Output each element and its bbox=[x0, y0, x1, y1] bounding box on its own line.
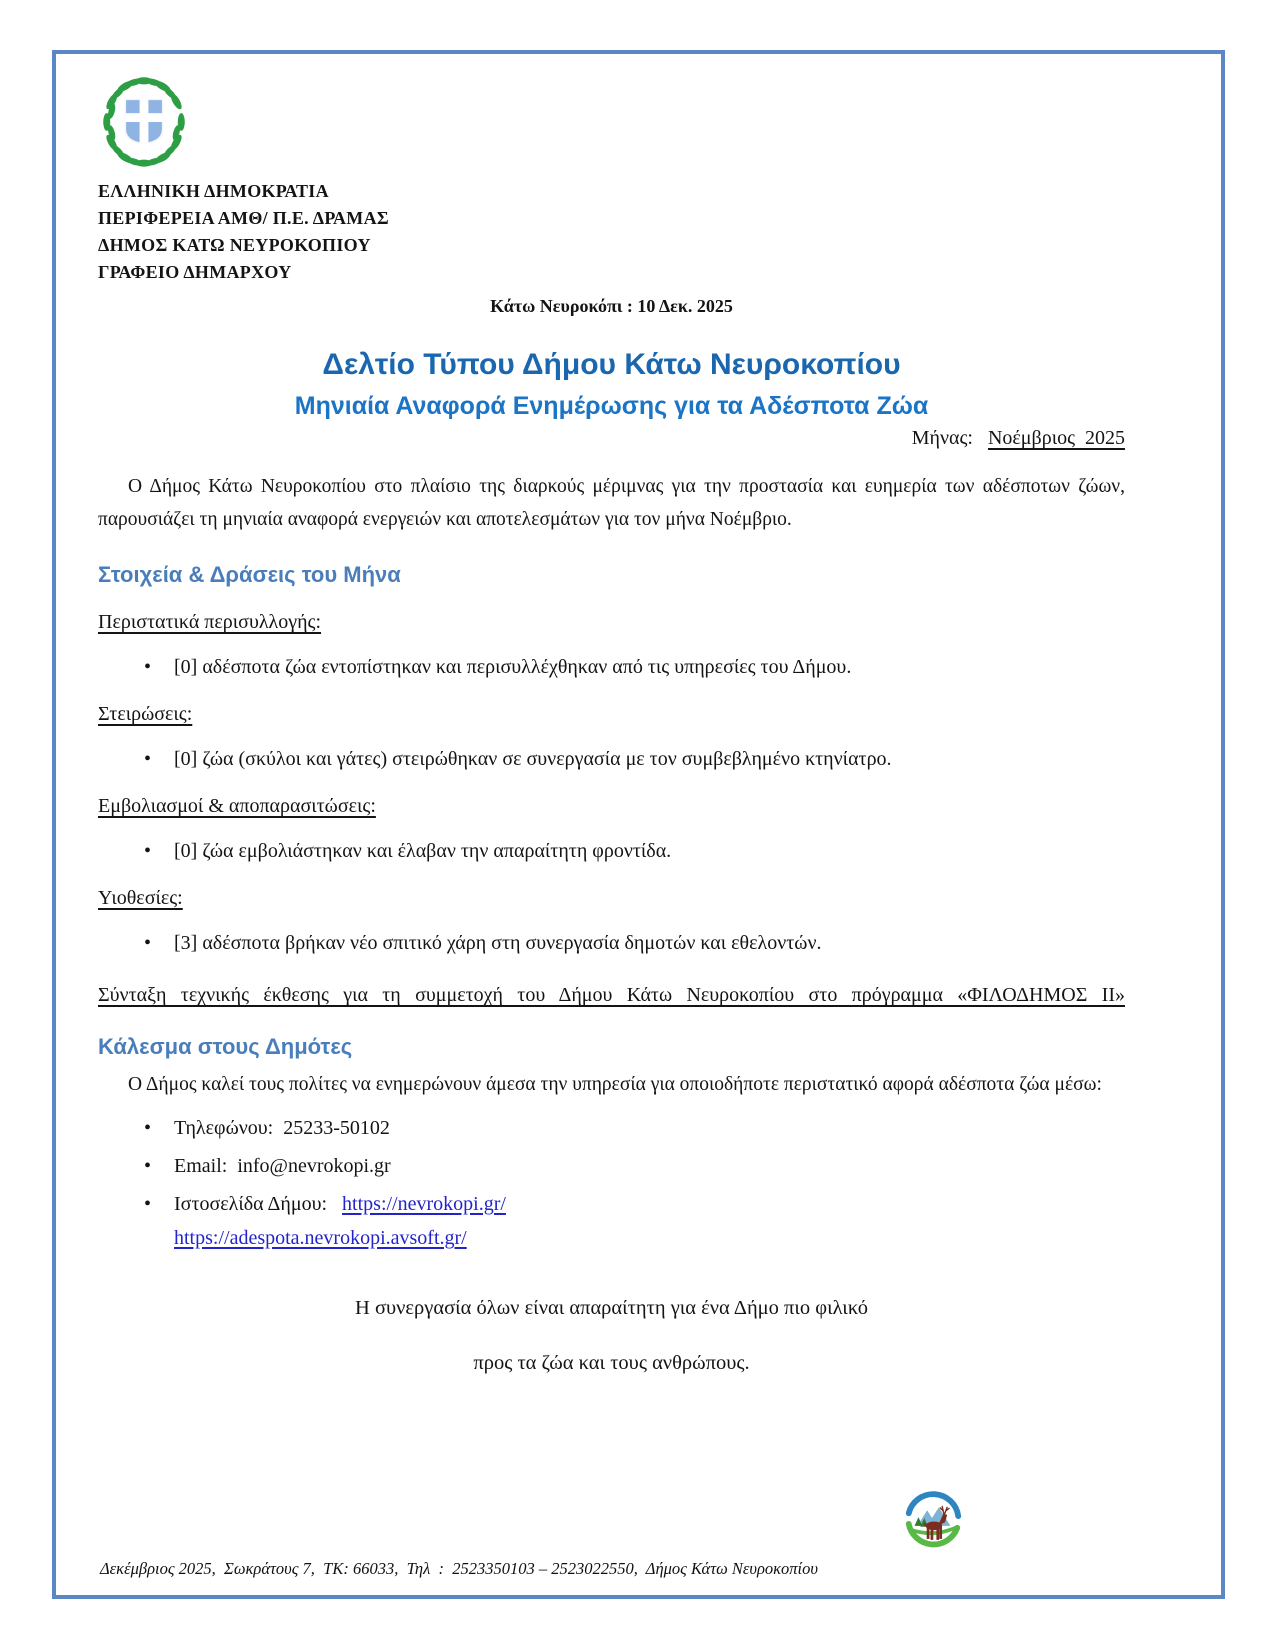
subsection-label-vaccinations: Εμβολιασμοί & αποπαρασιτώσεις: bbox=[98, 795, 376, 817]
org-line-office: ΓΡΑΦΕΙΟ ΔΗΜΑΡΧΟΥ bbox=[98, 262, 292, 282]
bullet-icon bbox=[144, 838, 151, 864]
phone-value: 25233-50102 bbox=[283, 1117, 390, 1139]
bullet-icon bbox=[144, 1153, 151, 1179]
month-line bbox=[98, 427, 1125, 450]
website-link-adespota[interactable]: https://adespota.nevrokopi.avsoft.gr/ bbox=[174, 1227, 467, 1249]
email-value: info@nevrokopi.gr bbox=[237, 1155, 391, 1177]
closing-line-1: Η συνεργασία όλων είναι απαραίτητη για ένα Δήμο πιο φιλικό bbox=[355, 1297, 868, 1319]
website-label: Ιστοσελίδα Δήμου: bbox=[174, 1193, 328, 1215]
org-line-region: ΠΕΡΙΦΕΡΕΙΑ ΑΜΘ/ Π.Ε. ΔΡΑΜΑΣ bbox=[98, 208, 389, 228]
month-label: Μήνας: bbox=[911, 427, 973, 449]
section-heading-call: Κάλεσμα στους Δημότες bbox=[98, 1034, 353, 1059]
bullet-text: [0] ζώα εμβολιάστηκαν και έλαβαν την απαραίτητη φροντίδα. bbox=[174, 840, 672, 862]
technical-report-note: Σύνταξη τεχνικής έκθεσης για τη συμμετοχή του Δήμου Κάτω Νευροκοπίου στο πρόγραμμα «ΦΙΛΟΔΗΜΟΣ ΙΙ» bbox=[98, 984, 1125, 1006]
list-item-pickups bbox=[98, 654, 1125, 680]
intro-paragraph: Ο Δήμος Κάτω Νευροκοπίου στο πλαίσιο της διαρκούς μέριμνας για την προστασία και ευημερία των αδέσποτων ζώων, παρουσιάζει τη μηνιαία αναφορά ενεργειών και αποτελεσμάτων για τον μήνα Νοέμβριο. bbox=[98, 476, 1125, 530]
call-paragraph: Ο Δήμος καλεί τους πολίτες να ενημερώνουν άμεσα την υπηρεσία για οποιοδήποτε περιστατικό αφορά αδέσποτα ζώα μέσω: bbox=[128, 1074, 1102, 1095]
press-release-subtitle: Μηνιαία Αναφορά Ενημέρωσης για τα Αδέσποτα Ζώα bbox=[294, 392, 929, 420]
contact-email bbox=[98, 1153, 1125, 1179]
letterhead bbox=[98, 178, 1125, 286]
org-line-republic: ΕΛΛΗΝΙΚΗ ΔΗΜΟΚΡΑΤΙΑ bbox=[98, 181, 329, 201]
bullet-text: [0] αδέσποτα ζώα εντοπίστηκαν και περισυλλέχθηκαν από τις υπηρεσίες του Δήμου. bbox=[174, 656, 852, 678]
contact-phone bbox=[98, 1115, 1125, 1141]
subsection-label-pickups: Περιστατικά περισυλλογής: bbox=[98, 611, 322, 633]
bullet-icon bbox=[144, 1191, 151, 1217]
org-line-municipality: ΔΗΜΟΣ ΚΑΤΩ ΝΕΥΡΟΚΟΠΙΟΥ bbox=[98, 235, 371, 255]
section-heading-stats: Στοιχεία & Δράσεις του Μήνα bbox=[98, 562, 401, 587]
greek-national-emblem-icon bbox=[98, 72, 190, 172]
list-item-adoptions bbox=[98, 930, 1125, 956]
contact-website bbox=[98, 1191, 1125, 1251]
bullet-icon bbox=[144, 930, 151, 956]
page-border bbox=[52, 50, 1225, 1599]
phone-label: Τηλεφώνου: bbox=[174, 1117, 274, 1139]
bullet-text: [3] αδέσποτα βρήκαν νέο σπιτικό χάρη στη συνεργασία δημοτών και εθελοντών. bbox=[174, 932, 822, 954]
footer-text: Δεκέμβριος 2025, Σωκράτους 7, ΤΚ: 66033, Τηλ : 2523350103 – 2523022550, Δήμος Κάτω Νευροκοπίου bbox=[100, 1559, 818, 1578]
bullet-icon bbox=[144, 654, 151, 680]
dateline: Κάτω Νευροκόπι : 10 Δεκ. 2025 bbox=[490, 296, 733, 316]
bullet-icon bbox=[144, 746, 151, 772]
press-release-title: Δελτίο Τύπου Δήμου Κάτω Νευροκοπίου bbox=[322, 348, 901, 381]
municipality-logo-icon bbox=[901, 1487, 965, 1553]
website-link-primary[interactable]: https://nevrokopi.gr/ bbox=[342, 1193, 506, 1215]
subsection-label-sterilizations: Στειρώσεις: bbox=[98, 703, 193, 725]
email-label: Email: bbox=[174, 1155, 228, 1177]
closing-line-2: προς τα ζώα και τους ανθρώπους. bbox=[473, 1352, 750, 1374]
subsection-label-adoptions: Υιοθεσίες: bbox=[98, 887, 183, 909]
list-item-sterilizations bbox=[98, 746, 1125, 772]
bullet-text: [0] ζώα (σκύλοι και γάτες) στειρώθηκαν σε συνεργασία με τον συμβεβλημένο κτηνίατρο. bbox=[174, 748, 892, 770]
month-value: Νοέμβριος 2025 bbox=[987, 427, 1125, 449]
list-item-vaccinations bbox=[98, 838, 1125, 864]
contact-list bbox=[98, 1115, 1125, 1251]
bullet-icon bbox=[144, 1115, 151, 1141]
